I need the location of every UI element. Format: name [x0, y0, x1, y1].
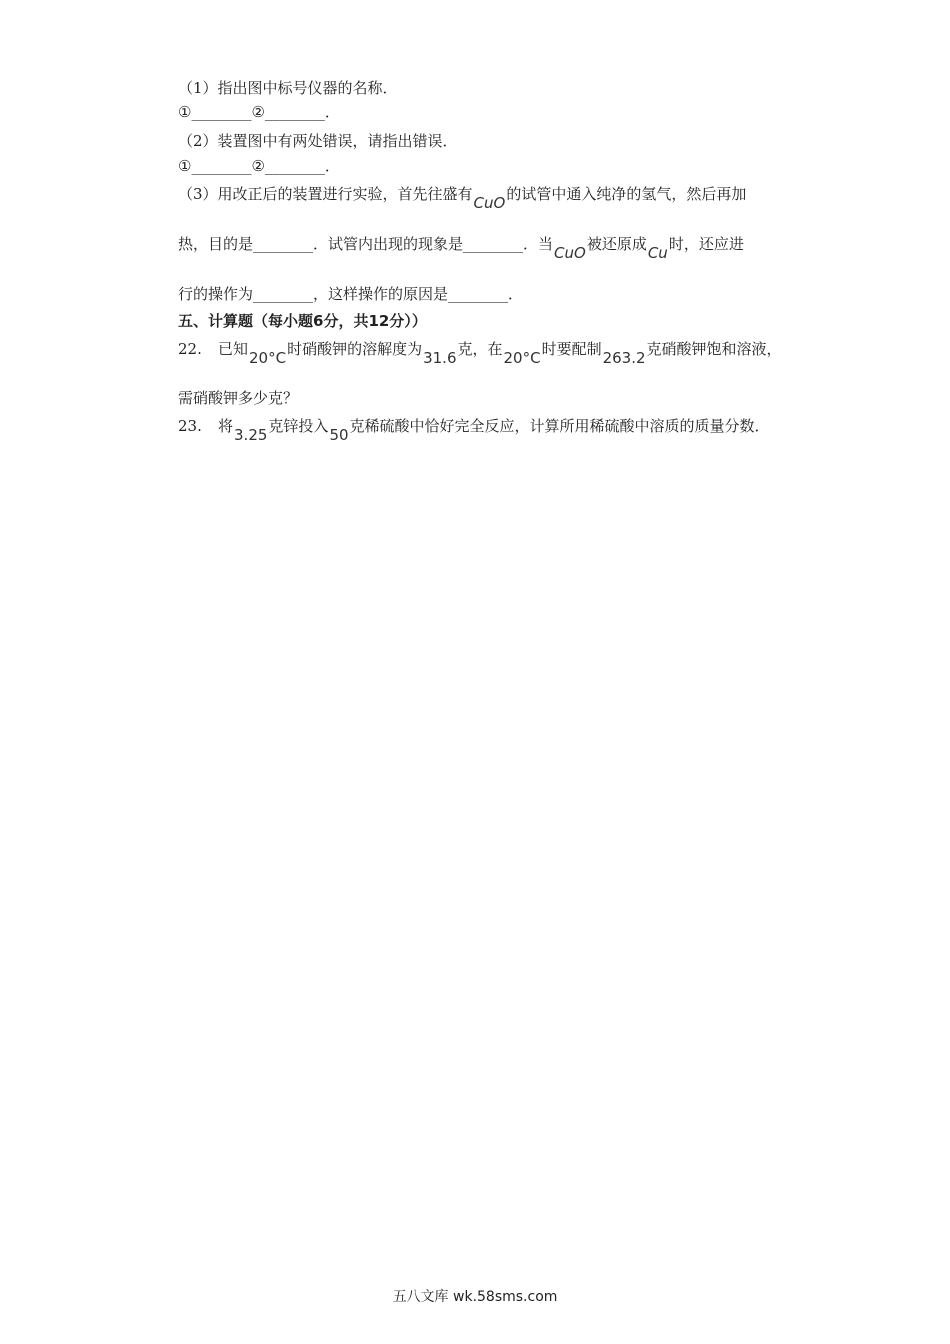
q22-text-d: 时要配制: [541, 340, 602, 358]
q22-text-c: 克，在: [457, 340, 503, 358]
q21-part1-prompt: （1）指出图中标号仪器的名称．: [178, 79, 398, 97]
formula-cuo: CuO: [554, 244, 586, 262]
q21-part3-line2: [178, 234, 744, 262]
q21-part3-text-c: 热，目的是________．试管内出现的现象是________．当: [178, 235, 554, 253]
formula-cu: Cu: [647, 244, 668, 262]
q22-line1: [178, 339, 782, 367]
solution-mass-value: 263.2: [602, 349, 646, 367]
q21-part1-blanks: ①________②________．: [178, 103, 340, 121]
q22-text-a: 已知: [218, 340, 249, 358]
formula-cuo: CuO: [473, 194, 506, 212]
q23-number: 23.: [178, 417, 202, 435]
q21-part3-line1: [178, 184, 747, 212]
temperature-value: 20°C: [249, 349, 287, 367]
q22-text-b: 时硝酸钾的溶解度为: [287, 340, 423, 358]
q21-part2-prompt: （2）装置图中有两处错误，请指出错误．: [178, 132, 458, 150]
section-title: 五、计算题（每小题6分，共12分））: [178, 312, 427, 330]
q21-part3-text-a: （3）用改正后的装置进行实验，首先往盛有: [178, 185, 473, 203]
q23-text-c: 克稀硫酸中恰好完全反应，计算所用稀硫酸中溶质的质量分数．: [349, 417, 770, 435]
q23-text-b: 克锌投入: [268, 417, 329, 435]
temperature-value: 20°C: [503, 349, 541, 367]
acid-mass-value: 50: [329, 426, 349, 444]
q21-part3-text-d: 被还原成: [586, 235, 647, 253]
q21-part3-text-b: 的试管中通入纯净的氢气，然后再加: [506, 185, 747, 203]
q21-part3-line3: 行的操作为________，这样操作的原因是________．: [178, 285, 524, 303]
q22-text-e: 克硝酸钾饱和溶液，: [646, 340, 782, 358]
q22-line2: 需硝酸钾多少克？: [178, 389, 299, 407]
q21-part2-blanks: ①________②________．: [178, 157, 340, 175]
footer-watermark: 五八文库 wk.58sms.com: [392, 1289, 558, 1305]
q22-number: 22.: [178, 340, 202, 358]
zinc-mass-value: 3.25: [234, 426, 268, 444]
q23-text-a: 将: [218, 417, 234, 435]
solubility-value: 31.6: [423, 349, 457, 367]
q23-line1: [178, 416, 770, 444]
q21-part3-text-e: 时，还应进: [668, 235, 744, 253]
